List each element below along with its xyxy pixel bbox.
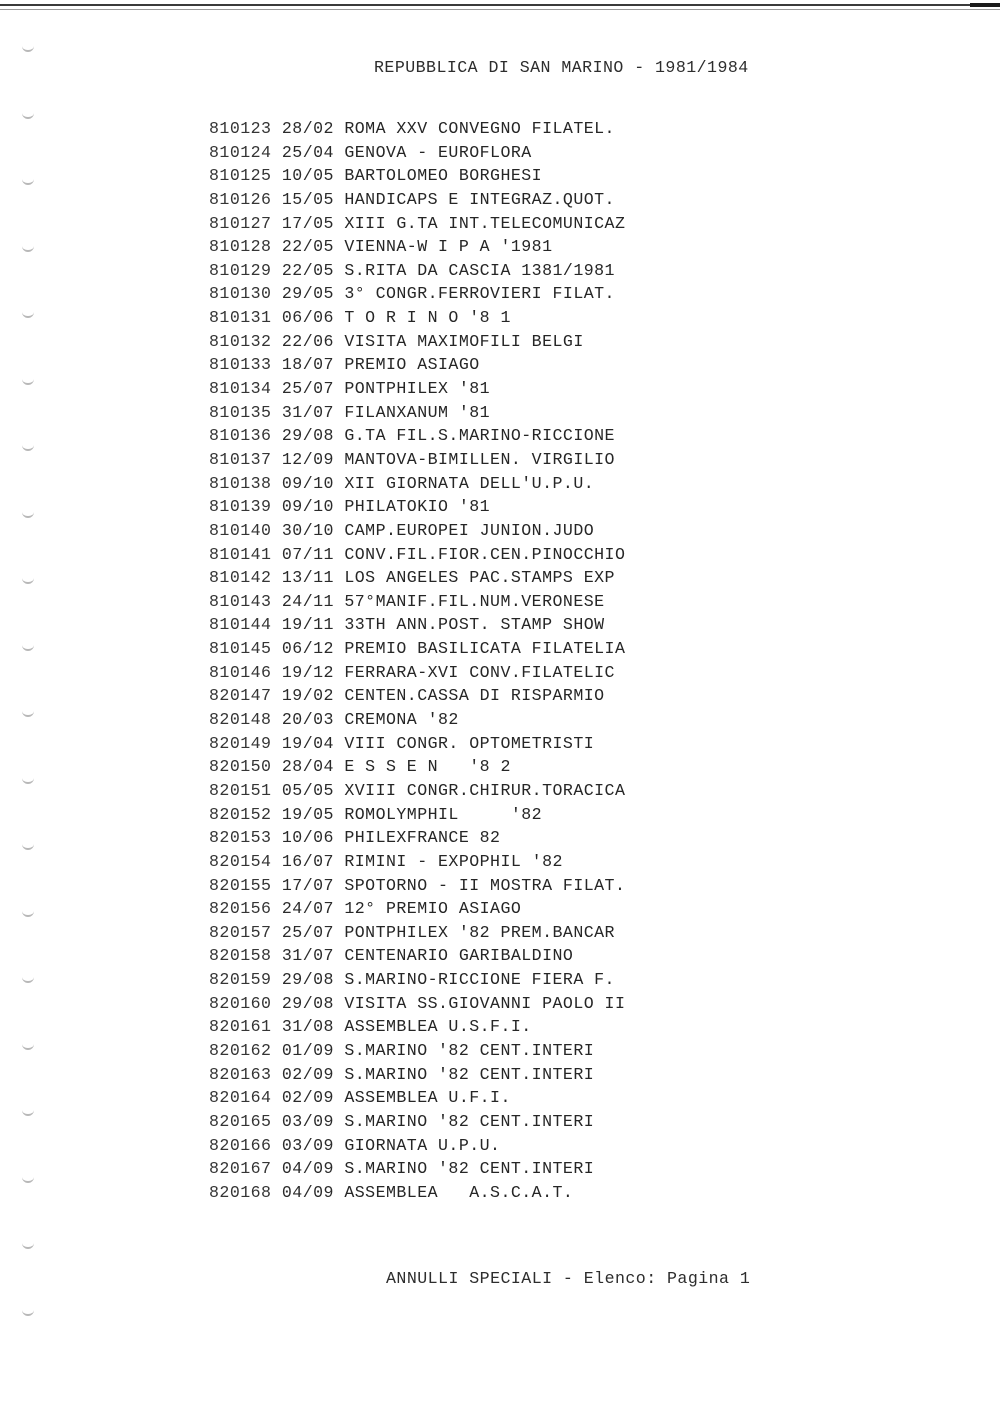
list-item [209,1086,625,1110]
top-border-line [0,4,1000,6]
list-item [209,259,625,283]
entry-date: 29/08 [281,970,334,990]
entry-code: 820149 [209,733,272,753]
list-item [209,164,625,188]
punch-hole-mark [22,778,34,784]
top-border-end-mark [970,3,1000,7]
entry-date: 13/11 [281,568,334,588]
entry-date: 22/05 [281,260,334,280]
entry-code: 810135 [209,402,272,422]
entry-date: 19/04 [281,733,334,753]
entry-code: 810137 [209,449,272,469]
entry-code: 810133 [209,355,272,375]
entry-date: 29/08 [281,993,334,1013]
entry-code: 820164 [209,1088,272,1108]
entry-description: S.MARINO '82 CENT.INTERI [344,1040,595,1060]
punch-hole-mark [22,844,34,850]
punch-hole-mark [22,977,34,983]
entry-description: ASSEMBLEA U.S.F.I. [344,1017,532,1037]
list-item [209,874,625,898]
entry-code: 810123 [209,119,272,138]
entry-date: 28/02 [281,119,334,138]
entry-date: 04/09 [281,1182,334,1202]
entry-code: 810143 [209,591,272,611]
entry-list [209,117,625,1204]
entry-code: 820163 [209,1064,272,1084]
list-item [209,472,625,496]
punch-hole-mark [22,645,34,651]
entry-description: 33TH ANN.POST. STAMP SHOW [344,615,605,635]
entry-code: 820159 [209,970,272,990]
entry-code: 820153 [209,828,272,848]
punch-hole-mark [22,1310,34,1316]
entry-date: 28/04 [281,757,334,777]
list-item [209,188,625,212]
punch-hole-mark [22,113,34,119]
entry-date: 31/08 [281,1017,334,1037]
entry-date: 06/06 [281,308,334,328]
list-item [209,590,625,614]
entry-description: FILANXANUM '81 [344,402,491,422]
entry-code: 820148 [209,710,272,730]
list-item [209,424,625,448]
entry-description: VIENNA-W I P A '1981 [344,237,553,257]
entry-code: 810141 [209,544,272,564]
entry-code: 810139 [209,497,272,517]
entry-description: E S S E N '8 2 [344,757,511,777]
entry-description: VIII CONGR. OPTOMETRISTI [344,733,595,753]
punch-hole-mark [22,512,34,518]
entry-description: S.MARINO '82 CENT.INTERI [344,1064,595,1084]
entry-description: S.RITA DA CASCIA 1381/1981 [344,260,615,280]
list-item [209,306,625,330]
page-footer: ANNULLI SPECIALI - Elenco: Pagina 1 [386,1269,751,1288]
entry-code: 810128 [209,237,272,257]
entry-code: 820155 [209,875,272,895]
punch-hole-mark [22,46,34,52]
list-item [209,1110,625,1134]
list-item [209,1039,625,1063]
entry-description: 3° CONGR.FERROVIERI FILAT. [344,284,615,304]
entry-date: 10/06 [281,828,334,848]
list-item [209,732,625,756]
entry-date: 22/06 [281,331,334,351]
punch-hole-mark [22,179,34,185]
entry-code: 810140 [209,520,272,540]
list-item [209,117,625,141]
list-item [209,141,625,165]
entry-description: PREMIO BASILICATA FILATELIA [344,639,626,659]
punch-hole-mark [22,1177,34,1183]
entry-description: VISITA SS.GIOVANNI PAOLO II [344,993,626,1013]
entry-code: 820147 [209,686,272,706]
entry-date: 25/07 [281,379,334,399]
list-item [209,543,625,567]
entry-description: S.MARINO '82 CENT.INTERI [344,1159,595,1179]
entry-code: 820156 [209,899,272,919]
entry-description: RIMINI - EXPOPHIL '82 [344,851,563,871]
entry-description: CAMP.EUROPEI JUNION.JUDO [344,520,595,540]
entry-date: 09/10 [281,473,334,493]
list-item [209,755,625,779]
entry-date: 19/05 [281,804,334,824]
entry-description: CENTENARIO GARIBALDINO [344,946,574,966]
entry-description: GENOVA - EUROFLORA [344,142,532,162]
list-item [209,1181,625,1205]
entry-description: ROMOLYMPHIL '82 [344,804,543,824]
punch-hole-strip [0,0,60,1415]
entry-description: PONTPHILEX '82 PREM.BANCAR [344,922,615,942]
punch-hole-mark [22,379,34,385]
entry-date: 19/11 [281,615,334,635]
list-item [209,992,625,1016]
entry-description: PHILATOKIO '81 [344,497,491,517]
entry-code: 810125 [209,166,272,186]
entry-date: 22/05 [281,237,334,257]
entry-description: S.MARINO-RICCIONE FIERA F. [344,970,615,990]
page-header: REPUBBLICA DI SAN MARINO - 1981/1984 [374,58,749,77]
list-item [209,968,625,992]
entry-code: 810136 [209,426,272,446]
entry-code: 820160 [209,993,272,1013]
entry-code: 810130 [209,284,272,304]
entry-description: LOS ANGELES PAC.STAMPS EXP [344,568,615,588]
entry-code: 810146 [209,662,272,682]
entry-description: ROMA XXV CONVEGNO FILATEL. [344,119,615,138]
entry-date: 19/02 [281,686,334,706]
punch-hole-mark [22,1243,34,1249]
punch-hole-mark [22,1110,34,1116]
entry-code: 810138 [209,473,272,493]
list-item [209,779,625,803]
entry-description: GIORNATA U.P.U. [344,1135,501,1155]
entry-date: 24/11 [281,591,334,611]
list-item [209,850,625,874]
entry-date: 02/09 [281,1088,334,1108]
entry-date: 31/07 [281,402,334,422]
entry-code: 810129 [209,260,272,280]
punch-hole-mark [22,911,34,917]
entry-description: CREMONA '82 [344,710,459,730]
entry-date: 29/05 [281,284,334,304]
list-item [209,684,625,708]
entry-code: 810124 [209,142,272,162]
punch-hole-mark [22,246,34,252]
list-item [209,519,625,543]
entry-date: 17/05 [281,213,334,233]
entry-description: HANDICAPS E INTEGRAZ.QUOT. [344,189,615,209]
entry-description: XIII G.TA INT.TELECOMUNICAZ [344,213,626,233]
punch-hole-mark [22,1044,34,1050]
entry-date: 02/09 [281,1064,334,1084]
entry-description: MANTOVA-BIMILLEN. VIRGILIO [344,449,615,469]
entry-description: CONV.FIL.FIOR.CEN.PINOCCHIO [344,544,626,564]
entry-date: 24/07 [281,899,334,919]
list-item [209,661,625,685]
list-item [209,353,625,377]
entry-date: 29/08 [281,426,334,446]
list-item [209,235,625,259]
list-item [209,921,625,945]
list-item [209,282,625,306]
entry-description: 57°MANIF.FIL.NUM.VERONESE [344,591,605,611]
list-item [209,495,625,519]
entry-description: S.MARINO '82 CENT.INTERI [344,1111,595,1131]
entry-description: PHILEXFRANCE 82 [344,828,501,848]
entry-description: SPOTORNO - II MOSTRA FILAT. [344,875,626,895]
top-border-thin-line [0,9,1000,10]
entry-description: ASSEMBLEA A.S.C.A.T. [344,1182,574,1202]
entry-code: 820167 [209,1159,272,1179]
entry-date: 25/07 [281,922,334,942]
entry-date: 31/07 [281,946,334,966]
entry-date: 12/09 [281,449,334,469]
punch-hole-mark [22,445,34,451]
entry-date: 07/11 [281,544,334,564]
list-item [209,708,625,732]
entry-code: 810134 [209,379,272,399]
entry-date: 16/07 [281,851,334,871]
entry-date: 15/05 [281,189,334,209]
entry-date: 19/12 [281,662,334,682]
punch-hole-mark [22,578,34,584]
entry-date: 03/09 [281,1111,334,1131]
list-item [209,803,625,827]
entry-code: 820150 [209,757,272,777]
entry-code: 820162 [209,1040,272,1060]
entry-description: ASSEMBLEA U.F.I. [344,1088,511,1108]
entry-date: 09/10 [281,497,334,517]
list-item [209,212,625,236]
entry-date: 06/12 [281,639,334,659]
list-item [209,1063,625,1087]
list-item [209,1134,625,1158]
entry-date: 03/09 [281,1135,334,1155]
entry-code: 820165 [209,1111,272,1131]
list-item [209,566,625,590]
entry-code: 810132 [209,331,272,351]
entry-date: 30/10 [281,520,334,540]
list-item [209,897,625,921]
entry-code: 820151 [209,780,272,800]
entry-date: 25/04 [281,142,334,162]
list-item [209,826,625,850]
entry-date: 20/03 [281,710,334,730]
list-item [209,448,625,472]
entry-description: G.TA FIL.S.MARINO-RICCIONE [344,426,615,446]
entry-code: 820168 [209,1182,272,1202]
list-item [209,637,625,661]
entry-description: PREMIO ASIAGO [344,355,480,375]
list-item [209,1015,625,1039]
list-item [209,944,625,968]
entry-description: FERRARA-XVI CONV.FILATELIC [344,662,615,682]
entry-date: 17/07 [281,875,334,895]
entry-date: 01/09 [281,1040,334,1060]
entry-code: 810126 [209,189,272,209]
entry-description: XII GIORNATA DELL'U.P.U. [344,473,595,493]
punch-hole-mark [22,711,34,717]
entry-code: 820154 [209,851,272,871]
list-item [209,377,625,401]
entry-code: 820157 [209,922,272,942]
entry-date: 04/09 [281,1159,334,1179]
list-item [209,613,625,637]
entry-date: 10/05 [281,166,334,186]
punch-hole-mark [22,312,34,318]
entry-code: 810144 [209,615,272,635]
list-item [209,330,625,354]
list-item [209,1157,625,1181]
entry-description: T O R I N O '8 1 [344,308,511,328]
entry-description: 12° PREMIO ASIAGO [344,899,522,919]
list-item [209,401,625,425]
entry-code: 820158 [209,946,272,966]
entry-date: 05/05 [281,780,334,800]
entry-date: 18/07 [281,355,334,375]
entry-code: 820166 [209,1135,272,1155]
entry-description: BARTOLOMEO BORGHESI [344,166,543,186]
entry-description: XVIII CONGR.CHIRUR.TORACICA [344,780,626,800]
entry-code: 810131 [209,308,272,328]
entry-description: PONTPHILEX '81 [344,379,491,399]
entry-code: 810145 [209,639,272,659]
entry-code: 820152 [209,804,272,824]
entry-description: CENTEN.CASSA DI RISPARMIO [344,686,605,706]
entry-code: 820161 [209,1017,272,1037]
entry-code: 810142 [209,568,272,588]
entry-description: VISITA MAXIMOFILI BELGI [344,331,584,351]
entry-code: 810127 [209,213,272,233]
